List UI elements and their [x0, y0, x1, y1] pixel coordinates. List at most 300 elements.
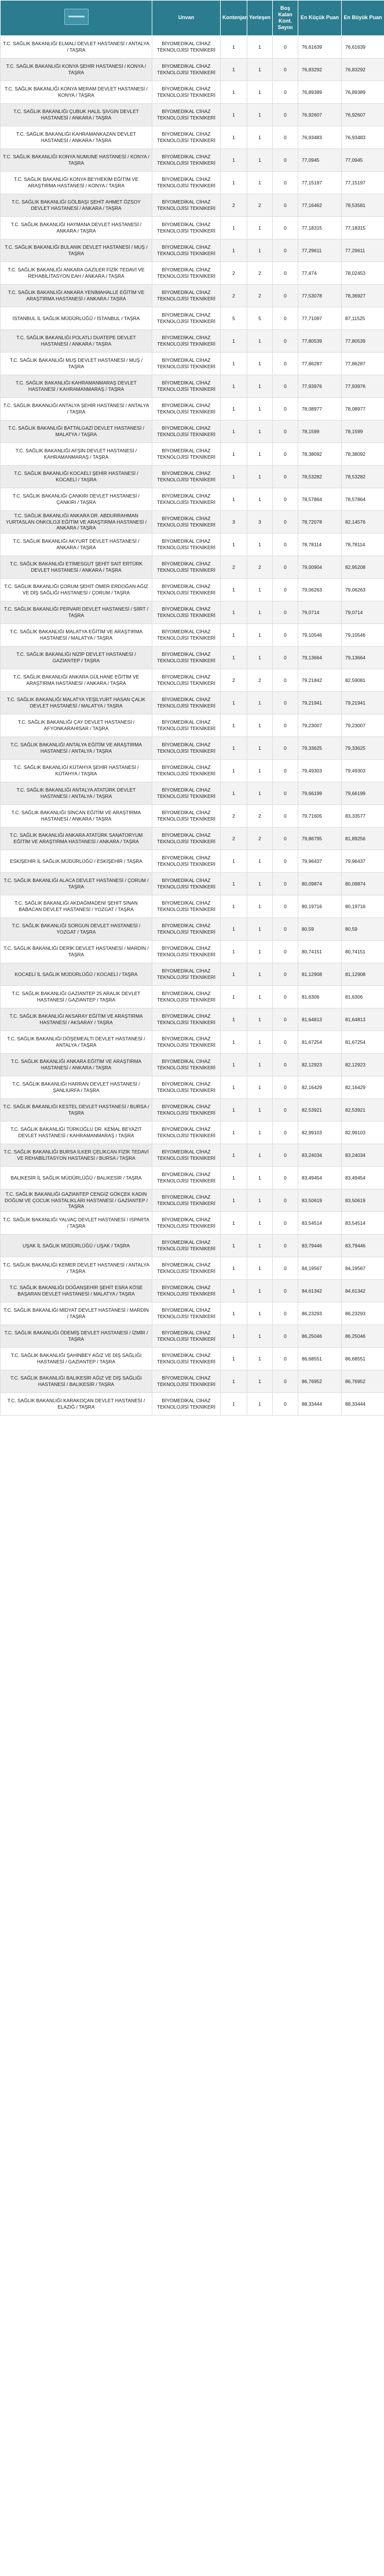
bos-kalan-cell: 0 — [273, 1099, 298, 1122]
min-score-cell: 79,96437 — [298, 850, 342, 873]
kontenjan-cell: 1 — [221, 466, 247, 488]
institution-cell: T.C. SAĞLIK BAKANLIĞI POLATLI DUATEPE DEVLET HASTANESİ / ANKARA / TAŞRA — [1, 330, 152, 353]
institution-cell: T.C. SAĞLIK BAKANLIĞI AKSARAY EĞİTİM VE ARAŞTIRMA HASTANESİ / AKSARAY / TAŞRA — [1, 1008, 152, 1031]
table-row — [1, 59, 384, 81]
max-score-cell: 78,38092 — [342, 443, 384, 466]
yerlesen-cell: 1 — [247, 714, 273, 737]
min-score-cell: 78,08977 — [298, 398, 342, 420]
bos-kalan-cell: 0 — [273, 511, 298, 534]
bos-kalan-cell: 0 — [273, 172, 298, 194]
table-row — [1, 1167, 384, 1189]
max-score-cell: 79,23007 — [342, 714, 384, 737]
yerlesen-cell: 1 — [247, 443, 273, 466]
institution-cell: T.C. SAĞLIK BAKANLIĞI BULANIK DEVLET HASTANESİ / MUŞ / TAŞRA — [1, 240, 152, 262]
max-score-cell: 78,1599 — [342, 420, 384, 443]
bos-kalan-cell: 0 — [273, 398, 298, 420]
table-row — [1, 1257, 384, 1280]
bos-kalan-cell: 0 — [273, 1257, 298, 1280]
table-row — [1, 1031, 384, 1054]
institution-cell: T.C. SAĞLIK BAKANLIĞI AFŞİN DEVLET HASTANESİ / KAHRAMANMARAŞ / TAŞRA — [1, 443, 152, 466]
bos-kalan-cell: 0 — [273, 330, 298, 353]
min-score-cell: 86,23293 — [298, 1302, 342, 1325]
bos-kalan-cell: 0 — [273, 579, 298, 601]
header-bos-kalan: Boş Kalan Kont. Sayısı — [273, 1, 298, 36]
table-row — [1, 828, 384, 850]
max-score-cell: 80,74151 — [342, 941, 384, 963]
yerlesen-cell: 1 — [247, 81, 273, 104]
kontenjan-cell: 1 — [221, 81, 247, 104]
institution-cell: T.C. SAĞLIK BAKANLIĞI DÖŞEMEALTI DEVLET HASTANESİ / ANTALYA / TAŞRA — [1, 1031, 152, 1054]
kontenjan-cell: 1 — [221, 1189, 247, 1212]
max-score-cell: 81,6306 — [342, 986, 384, 1008]
kontenjan-cell: 1 — [221, 782, 247, 805]
institution-cell: T.C. SAĞLIK BAKANLIĞI ANKARA GAZİLER FİZİK TEDAVİ VE REHABİLİTASYON EAH / ANKARA / TAŞRA — [1, 262, 152, 285]
header-institution — [1, 1, 152, 36]
bos-kalan-cell: 0 — [273, 1031, 298, 1054]
min-score-cell: 78,1599 — [298, 420, 342, 443]
yerlesen-cell: 1 — [247, 1235, 273, 1257]
title-cell: BİYOMEDİKAL CİHAZ TEKNOLOJİSİ TEKNİKERİ — [152, 1235, 221, 1257]
institution-cell: T.C. SAĞLIK BAKANLIĞI ALACA DEVLET HASTANESİ / ÇORUM / TAŞRA — [1, 873, 152, 895]
yerlesen-cell: 2 — [247, 194, 273, 217]
bos-kalan-cell: 0 — [273, 534, 298, 556]
max-score-cell: 79,96437 — [342, 850, 384, 873]
max-score-cell: 77,80539 — [342, 330, 384, 353]
title-cell: BİYOMEDİKAL CİHAZ TEKNOLOJİSİ TEKNİKERİ — [152, 895, 221, 918]
min-score-cell: 79,13664 — [298, 647, 342, 669]
title-cell: BİYOMEDİKAL CİHAZ TEKNOLOJİSİ TEKNİKERİ — [152, 240, 221, 262]
table-row — [1, 398, 384, 420]
table-row — [1, 1235, 384, 1257]
table-row — [1, 873, 384, 895]
bos-kalan-cell: 0 — [273, 81, 298, 104]
kontenjan-cell: 1 — [221, 1393, 247, 1416]
institution-cell: T.C. SAĞLIK BAKANLIĞI ŞAHİNBEY AĞIZ VE DİŞ SAĞLIĞI HASTANESİ / GAZİANTEP / TAŞRA — [1, 1348, 152, 1370]
max-score-cell: 82,16429 — [342, 1076, 384, 1099]
kontenjan-cell: 1 — [221, 714, 247, 737]
title-cell: BİYOMEDİKAL CİHAZ TEKNOLOJİSİ TEKNİKERİ — [152, 59, 221, 81]
table-row — [1, 285, 384, 307]
title-cell: BİYOMEDİKAL CİHAZ TEKNOLOJİSİ TEKNİKERİ — [152, 1348, 221, 1370]
institution-cell: UŞAK İL SAĞLIK MÜDÜRLÜĞÜ / UŞAK / TAŞRA — [1, 1235, 152, 1257]
title-cell: BİYOMEDİKAL CİHAZ TEKNOLOJİSİ TEKNİKERİ — [152, 126, 221, 149]
kontenjan-cell: 1 — [221, 873, 247, 895]
yerlesen-cell: 1 — [247, 850, 273, 873]
title-cell: BİYOMEDİKAL CİHAZ TEKNOLOJİSİ TEKNİKERİ — [152, 285, 221, 307]
max-score-cell: 78,78114 — [342, 534, 384, 556]
institution-cell: T.C. SAĞLIK BAKANLIĞI ANKARA GÜLHANE EĞİTİM VE ARAŞTIRMA HASTANESİ / ANKARA / TAŞRA — [1, 669, 152, 692]
institution-cell: T.C. SAĞLIK BAKANLIĞI SORGUN DEVLET HASTANESİ / YOZGAT / TAŞRA — [1, 918, 152, 941]
max-score-cell: 82,12923 — [342, 1054, 384, 1076]
yerlesen-cell: 1 — [247, 782, 273, 805]
institution-cell: T.C. SAĞLIK BAKANLIĞI SİNCAN EĞİTİM VE ARAŞTIRMA HASTANESİ / ANKARA / TAŞRA — [1, 805, 152, 828]
yerlesen-cell: 1 — [247, 986, 273, 1008]
table-row — [1, 1212, 384, 1235]
kontenjan-cell: 2 — [221, 285, 247, 307]
yerlesen-cell: 1 — [247, 895, 273, 918]
yerlesen-cell: 1 — [247, 1302, 273, 1325]
kontenjan-cell: 1 — [221, 963, 247, 986]
kontenjan-cell: 1 — [221, 624, 247, 647]
min-score-cell: 77,93976 — [298, 375, 342, 398]
min-score-cell: 79,0714 — [298, 601, 342, 624]
kontenjan-cell: 1 — [221, 986, 247, 1008]
bos-kalan-cell: 0 — [273, 1235, 298, 1257]
title-cell: BİYOMEDİKAL CİHAZ TEKNOLOJİSİ TEKNİKERİ — [152, 782, 221, 805]
min-score-cell: 77,71097 — [298, 307, 342, 330]
header-kontenjan: Kontenjan — [221, 1, 247, 36]
kontenjan-cell: 1 — [221, 172, 247, 194]
yerlesen-cell: 1 — [247, 1144, 273, 1167]
title-cell: BİYOMEDİKAL CİHAZ TEKNOLOJİSİ TEKNİKERİ — [152, 986, 221, 1008]
table-row — [1, 1008, 384, 1031]
max-score-cell: 83,24034 — [342, 1144, 384, 1167]
max-score-cell: 78,53282 — [342, 466, 384, 488]
max-score-cell: 82,99103 — [342, 1122, 384, 1144]
bos-kalan-cell: 0 — [273, 601, 298, 624]
min-score-cell: 80,19716 — [298, 895, 342, 918]
kontenjan-cell: 1 — [221, 1076, 247, 1099]
min-score-cell: 76,89389 — [298, 81, 342, 104]
max-score-cell: 79,10546 — [342, 624, 384, 647]
table-row — [1, 240, 384, 262]
table-row — [1, 534, 384, 556]
yerlesen-cell: 1 — [247, 375, 273, 398]
title-cell: BİYOMEDİKAL CİHAZ TEKNOLOJİSİ TEKNİKERİ — [152, 760, 221, 782]
kontenjan-cell: 1 — [221, 895, 247, 918]
title-cell: BİYOMEDİKAL CİHAZ TEKNOLOJİSİ TEKNİKERİ — [152, 534, 221, 556]
institution-cell: T.C. SAĞLIK BAKANLIĞI KONYA BEYHEKİM EĞİTİM VE ARAŞTIRMA HASTANESİ / KONYA / TAŞRA — [1, 172, 152, 194]
min-score-cell: 77,16462 — [298, 194, 342, 217]
title-cell: BİYOMEDİKAL CİHAZ TEKNOLOJİSİ TEKNİKERİ — [152, 511, 221, 534]
max-score-cell: 88,33444 — [342, 1393, 384, 1416]
yerlesen-cell: 1 — [247, 624, 273, 647]
yerlesen-cell: 1 — [247, 330, 273, 353]
min-score-cell: 82,16429 — [298, 1076, 342, 1099]
title-cell: BİYOMEDİKAL CİHAZ TEKNOLOJİSİ TEKNİKERİ — [152, 1370, 221, 1393]
max-score-cell: 77,0945 — [342, 149, 384, 172]
min-score-cell: 78,78114 — [298, 534, 342, 556]
table-header — [1, 1, 384, 36]
min-score-cell: 79,66199 — [298, 782, 342, 805]
table-row — [1, 1099, 384, 1122]
kontenjan-cell: 1 — [221, 760, 247, 782]
title-cell: BİYOMEDİKAL CİHAZ TEKNOLOJİSİ TEKNİKERİ — [152, 488, 221, 511]
max-score-cell: 80,59 — [342, 918, 384, 941]
min-score-cell: 76,93483 — [298, 126, 342, 149]
institution-cell: T.C. SAĞLIK BAKANLIĞI AKYURT DEVLET HASTANESİ / ANKARA / TAŞRA — [1, 534, 152, 556]
bos-kalan-cell: 0 — [273, 488, 298, 511]
table-row — [1, 1370, 384, 1393]
max-score-cell: 77,15197 — [342, 172, 384, 194]
institution-cell: T.C. SAĞLIK BAKANLIĞI GÖLBAŞI ŞEHİT AHMET ÖZSOY DEVLET HASTANESİ / ANKARA / TAŞRA — [1, 194, 152, 217]
title-cell: BİYOMEDİKAL CİHAZ TEKNOLOJİSİ TEKNİKERİ — [152, 1008, 221, 1031]
title-cell: BİYOMEDİKAL CİHAZ TEKNOLOJİSİ TEKNİKERİ — [152, 873, 221, 895]
kontenjan-cell: 1 — [221, 59, 247, 81]
min-score-cell: 84,19567 — [298, 1257, 342, 1280]
min-score-cell: 88,33444 — [298, 1393, 342, 1416]
bos-kalan-cell: 0 — [273, 36, 298, 59]
bos-kalan-cell: 0 — [273, 1144, 298, 1167]
table-row — [1, 172, 384, 194]
bos-kalan-cell: 0 — [273, 1076, 298, 1099]
table-row — [1, 443, 384, 466]
institution-cell: T.C. SAĞLIK BAKANLIĞI MALATYA YEŞİLYURT HASAN ÇALIK DEVLET HASTANESİ / MALATYA / TAŞRA — [1, 692, 152, 714]
yerlesen-cell: 1 — [247, 1280, 273, 1302]
min-score-cell: 79,21941 — [298, 692, 342, 714]
title-cell: BİYOMEDİKAL CİHAZ TEKNOLOJİSİ TEKNİKERİ — [152, 375, 221, 398]
bos-kalan-cell: 0 — [273, 217, 298, 240]
institution-cell: T.C. SAĞLIK BAKANLIĞI ANKARA DR. ABDURRAHMAN YURTASLAN ONKOLOJİ EĞİTİM VE ARAŞTIRMA HASTANESİ / ANKARA / TAŞRA — [1, 511, 152, 534]
kontenjan-cell: 1 — [221, 330, 247, 353]
max-score-cell: 78,02453 — [342, 262, 384, 285]
institution-cell: T.C. SAĞLIK BAKANLIĞI KAHRAMANMARAŞ DEVLET HASTANESİ / KAHRAMANMARAŞ / TAŞRA — [1, 375, 152, 398]
min-score-cell: 79,06263 — [298, 579, 342, 601]
institution-cell: T.C. SAĞLIK BAKANLIĞI ETİMESGUT ŞEHİT SAİT ERTÜRK DEVLET HASTANESİ / ANKARA / TAŞRA — [1, 556, 152, 579]
max-score-cell: 78,57864 — [342, 488, 384, 511]
min-score-cell: 81,12908 — [298, 963, 342, 986]
table-row — [1, 692, 384, 714]
min-score-cell: 76,83292 — [298, 59, 342, 81]
institution-cell: T.C. SAĞLIK BAKANLIĞI ANKARA EĞİTİM VE ARAŞTIRMA HASTANESİ / ANKARA / TAŞRA — [1, 1054, 152, 1076]
bos-kalan-cell: 0 — [273, 353, 298, 375]
min-score-cell: 86,25046 — [298, 1325, 342, 1348]
min-score-cell: 83,24034 — [298, 1144, 342, 1167]
table-row — [1, 466, 384, 488]
kontenjan-cell: 1 — [221, 941, 247, 963]
title-cell: BİYOMEDİKAL CİHAZ TEKNOLOJİSİ TEKNİKERİ — [152, 1325, 221, 1348]
bos-kalan-cell: 0 — [273, 1189, 298, 1212]
min-score-cell: 79,71605 — [298, 805, 342, 828]
yerlesen-cell: 1 — [247, 240, 273, 262]
institution-cell: T.C. SAĞLIK BAKANLIĞI KONYA ŞEHİR HASTANESİ / KONYA / TAŞRA — [1, 59, 152, 81]
bos-kalan-cell: 0 — [273, 466, 298, 488]
kontenjan-cell: 1 — [221, 1325, 247, 1348]
title-cell: BİYOMEDİKAL CİHAZ TEKNOLOJİSİ TEKNİKERİ — [152, 1144, 221, 1167]
bos-kalan-cell: 0 — [273, 1302, 298, 1325]
kontenjan-cell: 1 — [221, 579, 247, 601]
min-score-cell: 83,79446 — [298, 1235, 342, 1257]
institution-cell: T.C. SAĞLIK BAKANLIĞI KARAKOÇAN DEVLET HASTANESİ / ELAZIĞ / TAŞRA — [1, 1393, 152, 1416]
title-cell: BİYOMEDİKAL CİHAZ TEKNOLOJİSİ TEKNİKERİ — [152, 1189, 221, 1212]
yerlesen-cell: 1 — [247, 579, 273, 601]
max-score-cell: 83,50619 — [342, 1189, 384, 1212]
min-score-cell: 83,49454 — [298, 1167, 342, 1189]
institution-cell: T.C. SAĞLIK BAKANLIĞI ANTALYA EĞİTİM VE ARAŞTIRMA HASTANESİ / ANTALYA / TAŞRA — [1, 737, 152, 760]
bos-kalan-cell: 0 — [273, 556, 298, 579]
table-row — [1, 217, 384, 240]
max-score-cell: 79,33625 — [342, 737, 384, 760]
min-score-cell: 77,86287 — [298, 353, 342, 375]
institution-cell: T.C. SAĞLIK BAKANLIĞI PERVARİ DEVLET HASTANESİ / SİİRT / TAŞRA — [1, 601, 152, 624]
min-score-cell: 77,0945 — [298, 149, 342, 172]
table-body — [1, 36, 384, 1416]
yerlesen-cell: 1 — [247, 420, 273, 443]
max-score-cell: 79,0714 — [342, 601, 384, 624]
min-score-cell: 81,6306 — [298, 986, 342, 1008]
yerlesen-cell: 1 — [247, 1212, 273, 1235]
min-score-cell: 82,12923 — [298, 1054, 342, 1076]
bos-kalan-cell: 0 — [273, 1008, 298, 1031]
institution-cell: T.C. SAĞLIK BAKANLIĞI KONYA NUMUNE HASTANESİ / KONYA / TAŞRA — [1, 149, 152, 172]
min-score-cell: 76,61639 — [298, 36, 342, 59]
yerlesen-cell: 1 — [247, 737, 273, 760]
institution-cell: T.C. SAĞLIK BAKANLIĞI ANTALYA ŞEHİR HASTANESİ / ANTALYA / TAŞRA — [1, 398, 152, 420]
table-row — [1, 624, 384, 647]
table-row — [1, 895, 384, 918]
bos-kalan-cell: 0 — [273, 1348, 298, 1370]
yerlesen-cell: 1 — [247, 1076, 273, 1099]
table-row — [1, 850, 384, 873]
bos-kalan-cell: 0 — [273, 307, 298, 330]
kontenjan-cell: 1 — [221, 1031, 247, 1054]
min-score-cell: 82,99103 — [298, 1122, 342, 1144]
max-score-cell: 80,19716 — [342, 895, 384, 918]
min-score-cell: 80,74151 — [298, 941, 342, 963]
table-row — [1, 81, 384, 104]
title-cell: BİYOMEDİKAL CİHAZ TEKNOLOJİSİ TEKNİKERİ — [152, 1302, 221, 1325]
max-score-cell: 76,61639 — [342, 36, 384, 59]
table-row — [1, 1054, 384, 1076]
title-cell: BİYOMEDİKAL CİHAZ TEKNOLOJİSİ TEKNİKERİ — [152, 1257, 221, 1280]
bos-kalan-cell: 0 — [273, 782, 298, 805]
kontenjan-cell: 2 — [221, 194, 247, 217]
max-score-cell: 77,18315 — [342, 217, 384, 240]
bos-kalan-cell: 0 — [273, 647, 298, 669]
table-row — [1, 1302, 384, 1325]
bos-kalan-cell: 0 — [273, 194, 298, 217]
header-unvan: Unvan — [152, 1, 221, 36]
title-cell: BİYOMEDİKAL CİHAZ TEKNOLOJİSİ TEKNİKERİ — [152, 1076, 221, 1099]
institution-cell: T.C. SAĞLIK BAKANLIĞI ÇAY DEVLET HASTANESİ / AFYONKARAHİSAR / TAŞRA — [1, 714, 152, 737]
yerlesen-cell: 1 — [247, 1325, 273, 1348]
yerlesen-cell: 1 — [247, 760, 273, 782]
kontenjan-cell: 5 — [221, 307, 247, 330]
table-row — [1, 760, 384, 782]
yerlesen-cell: 1 — [247, 963, 273, 986]
header-yerlesen: Yerleşen — [247, 1, 273, 36]
table-row — [1, 918, 384, 941]
kontenjan-cell: 1 — [221, 1122, 247, 1144]
table-row — [1, 714, 384, 737]
header-min-score: En Küçük Puan — [298, 1, 342, 36]
bos-kalan-cell: 0 — [273, 760, 298, 782]
max-score-cell: 83,33577 — [342, 805, 384, 828]
bos-kalan-cell: 0 — [273, 828, 298, 850]
max-score-cell: 76,93483 — [342, 126, 384, 149]
table-row — [1, 262, 384, 285]
title-cell: BİYOMEDİKAL CİHAZ TEKNOLOJİSİ TEKNİKERİ — [152, 1212, 221, 1235]
table-row — [1, 805, 384, 828]
kontenjan-cell: 1 — [221, 1302, 247, 1325]
max-score-cell: 79,13664 — [342, 647, 384, 669]
table-row — [1, 307, 384, 330]
table-row — [1, 1189, 384, 1212]
bos-kalan-cell: 0 — [273, 918, 298, 941]
table-row — [1, 36, 384, 59]
table-row — [1, 420, 384, 443]
yerlesen-cell: 1 — [247, 1189, 273, 1212]
bos-kalan-cell: 0 — [273, 149, 298, 172]
title-cell: BİYOMEDİKAL CİHAZ TEKNOLOJİSİ TEKNİKERİ — [152, 579, 221, 601]
max-score-cell: 76,89389 — [342, 81, 384, 104]
institution-cell: T.C. SAĞLIK BAKANLIĞI KAHRAMANKAZAN DEVLET HASTANESİ / ANKARA / TAŞRA — [1, 126, 152, 149]
institution-cell: BALIKESİR İL SAĞLIK MÜDÜRLÜĞÜ / BALIKESİR / TAŞRA — [1, 1167, 152, 1189]
min-score-cell: 86,68551 — [298, 1348, 342, 1370]
kontenjan-cell: 1 — [221, 1280, 247, 1302]
institution-cell: T.C. SAĞLIK BAKANLIĞI KOCAELİ ŞEHİR HASTANESİ / KOCAELİ / TAŞRA — [1, 466, 152, 488]
bos-kalan-cell: 0 — [273, 1325, 298, 1348]
title-cell: BİYOMEDİKAL CİHAZ TEKNOLOJİSİ TEKNİKERİ — [152, 850, 221, 873]
institution-cell: T.C. SAĞLIK BAKANLIĞI ÖDEMİŞ DEVLET HASTANESİ / İZMİR / TAŞRA — [1, 1325, 152, 1348]
table-row — [1, 941, 384, 963]
min-score-cell: 83,50619 — [298, 1189, 342, 1212]
kontenjan-cell: 1 — [221, 36, 247, 59]
max-score-cell: 79,21941 — [342, 692, 384, 714]
yerlesen-cell: 1 — [247, 1370, 273, 1393]
table-row — [1, 126, 384, 149]
max-score-cell: 81,12908 — [342, 963, 384, 986]
bos-kalan-cell: 0 — [273, 805, 298, 828]
institution-cell: T.C. SAĞLIK BAKANLIĞI MİDYAT DEVLET HASTANESİ / MARDİN / TAŞRA — [1, 1302, 152, 1325]
yerlesen-cell: 2 — [247, 262, 273, 285]
kontenjan-cell: 1 — [221, 1167, 247, 1189]
max-score-cell: 81,89256 — [342, 828, 384, 850]
yerlesen-cell: 1 — [247, 1257, 273, 1280]
table-row — [1, 556, 384, 579]
kontenjan-cell: 2 — [221, 828, 247, 850]
min-score-cell: 78,72078 — [298, 511, 342, 534]
max-score-cell: 77,86287 — [342, 353, 384, 375]
table-row — [1, 963, 384, 986]
title-cell: BİYOMEDİKAL CİHAZ TEKNOLOJİSİ TEKNİKERİ — [152, 963, 221, 986]
title-cell: BİYOMEDİKAL CİHAZ TEKNOLOJİSİ TEKNİKERİ — [152, 466, 221, 488]
kontenjan-cell: 1 — [221, 601, 247, 624]
title-cell: BİYOMEDİKAL CİHAZ TEKNOLOJİSİ TEKNİKERİ — [152, 601, 221, 624]
max-score-cell: 77,93976 — [342, 375, 384, 398]
min-score-cell: 78,53282 — [298, 466, 342, 488]
yerlesen-cell: 1 — [247, 692, 273, 714]
kontenjan-cell: 1 — [221, 1257, 247, 1280]
title-cell: BİYOMEDİKAL CİHAZ TEKNOLOJİSİ TEKNİKERİ — [152, 1122, 221, 1144]
min-score-cell: 79,49303 — [298, 760, 342, 782]
max-score-cell: 86,23293 — [342, 1302, 384, 1325]
title-cell: BİYOMEDİKAL CİHAZ TEKNOLOJİSİ TEKNİKERİ — [152, 1054, 221, 1076]
institution-cell: T.C. SAĞLIK BAKANLIĞI ANKARA YENİMAHALLE EĞİTİM VE ARAŞTIRMA HASTANESİ / ANKARA / TAŞRA — [1, 285, 152, 307]
max-score-cell: 86,68551 — [342, 1348, 384, 1370]
kontenjan-cell: 1 — [221, 420, 247, 443]
title-cell: BİYOMEDİKAL CİHAZ TEKNOLOJİSİ TEKNİKERİ — [152, 556, 221, 579]
institution-cell: T.C. SAĞLIK BAKANLIĞI DERİK DEVLET HASTANESİ / MARDİN / TAŞRA — [1, 941, 152, 963]
min-score-cell: 77,29611 — [298, 240, 342, 262]
max-score-cell: 84,19567 — [342, 1257, 384, 1280]
institution-cell: T.C. SAĞLIK BAKANLIĞI KÜTAHYA ŞEHİR HASTANESİ / KÜTAHYA / TAŞRA — [1, 760, 152, 782]
min-score-cell: 83,54514 — [298, 1212, 342, 1235]
table-row — [1, 353, 384, 375]
bos-kalan-cell: 0 — [273, 262, 298, 285]
max-score-cell: 81,67254 — [342, 1031, 384, 1054]
table-row — [1, 601, 384, 624]
min-score-cell: 78,38092 — [298, 443, 342, 466]
title-cell: BİYOMEDİKAL CİHAZ TEKNOLOJİSİ TEKNİKERİ — [152, 669, 221, 692]
yerlesen-cell: 1 — [247, 1054, 273, 1076]
kontenjan-cell: 2 — [221, 262, 247, 285]
yerlesen-cell: 2 — [247, 805, 273, 828]
kontenjan-cell: 1 — [221, 737, 247, 760]
max-score-cell: 78,08977 — [342, 398, 384, 420]
table-row — [1, 1076, 384, 1099]
kontenjan-cell: 2 — [221, 556, 247, 579]
